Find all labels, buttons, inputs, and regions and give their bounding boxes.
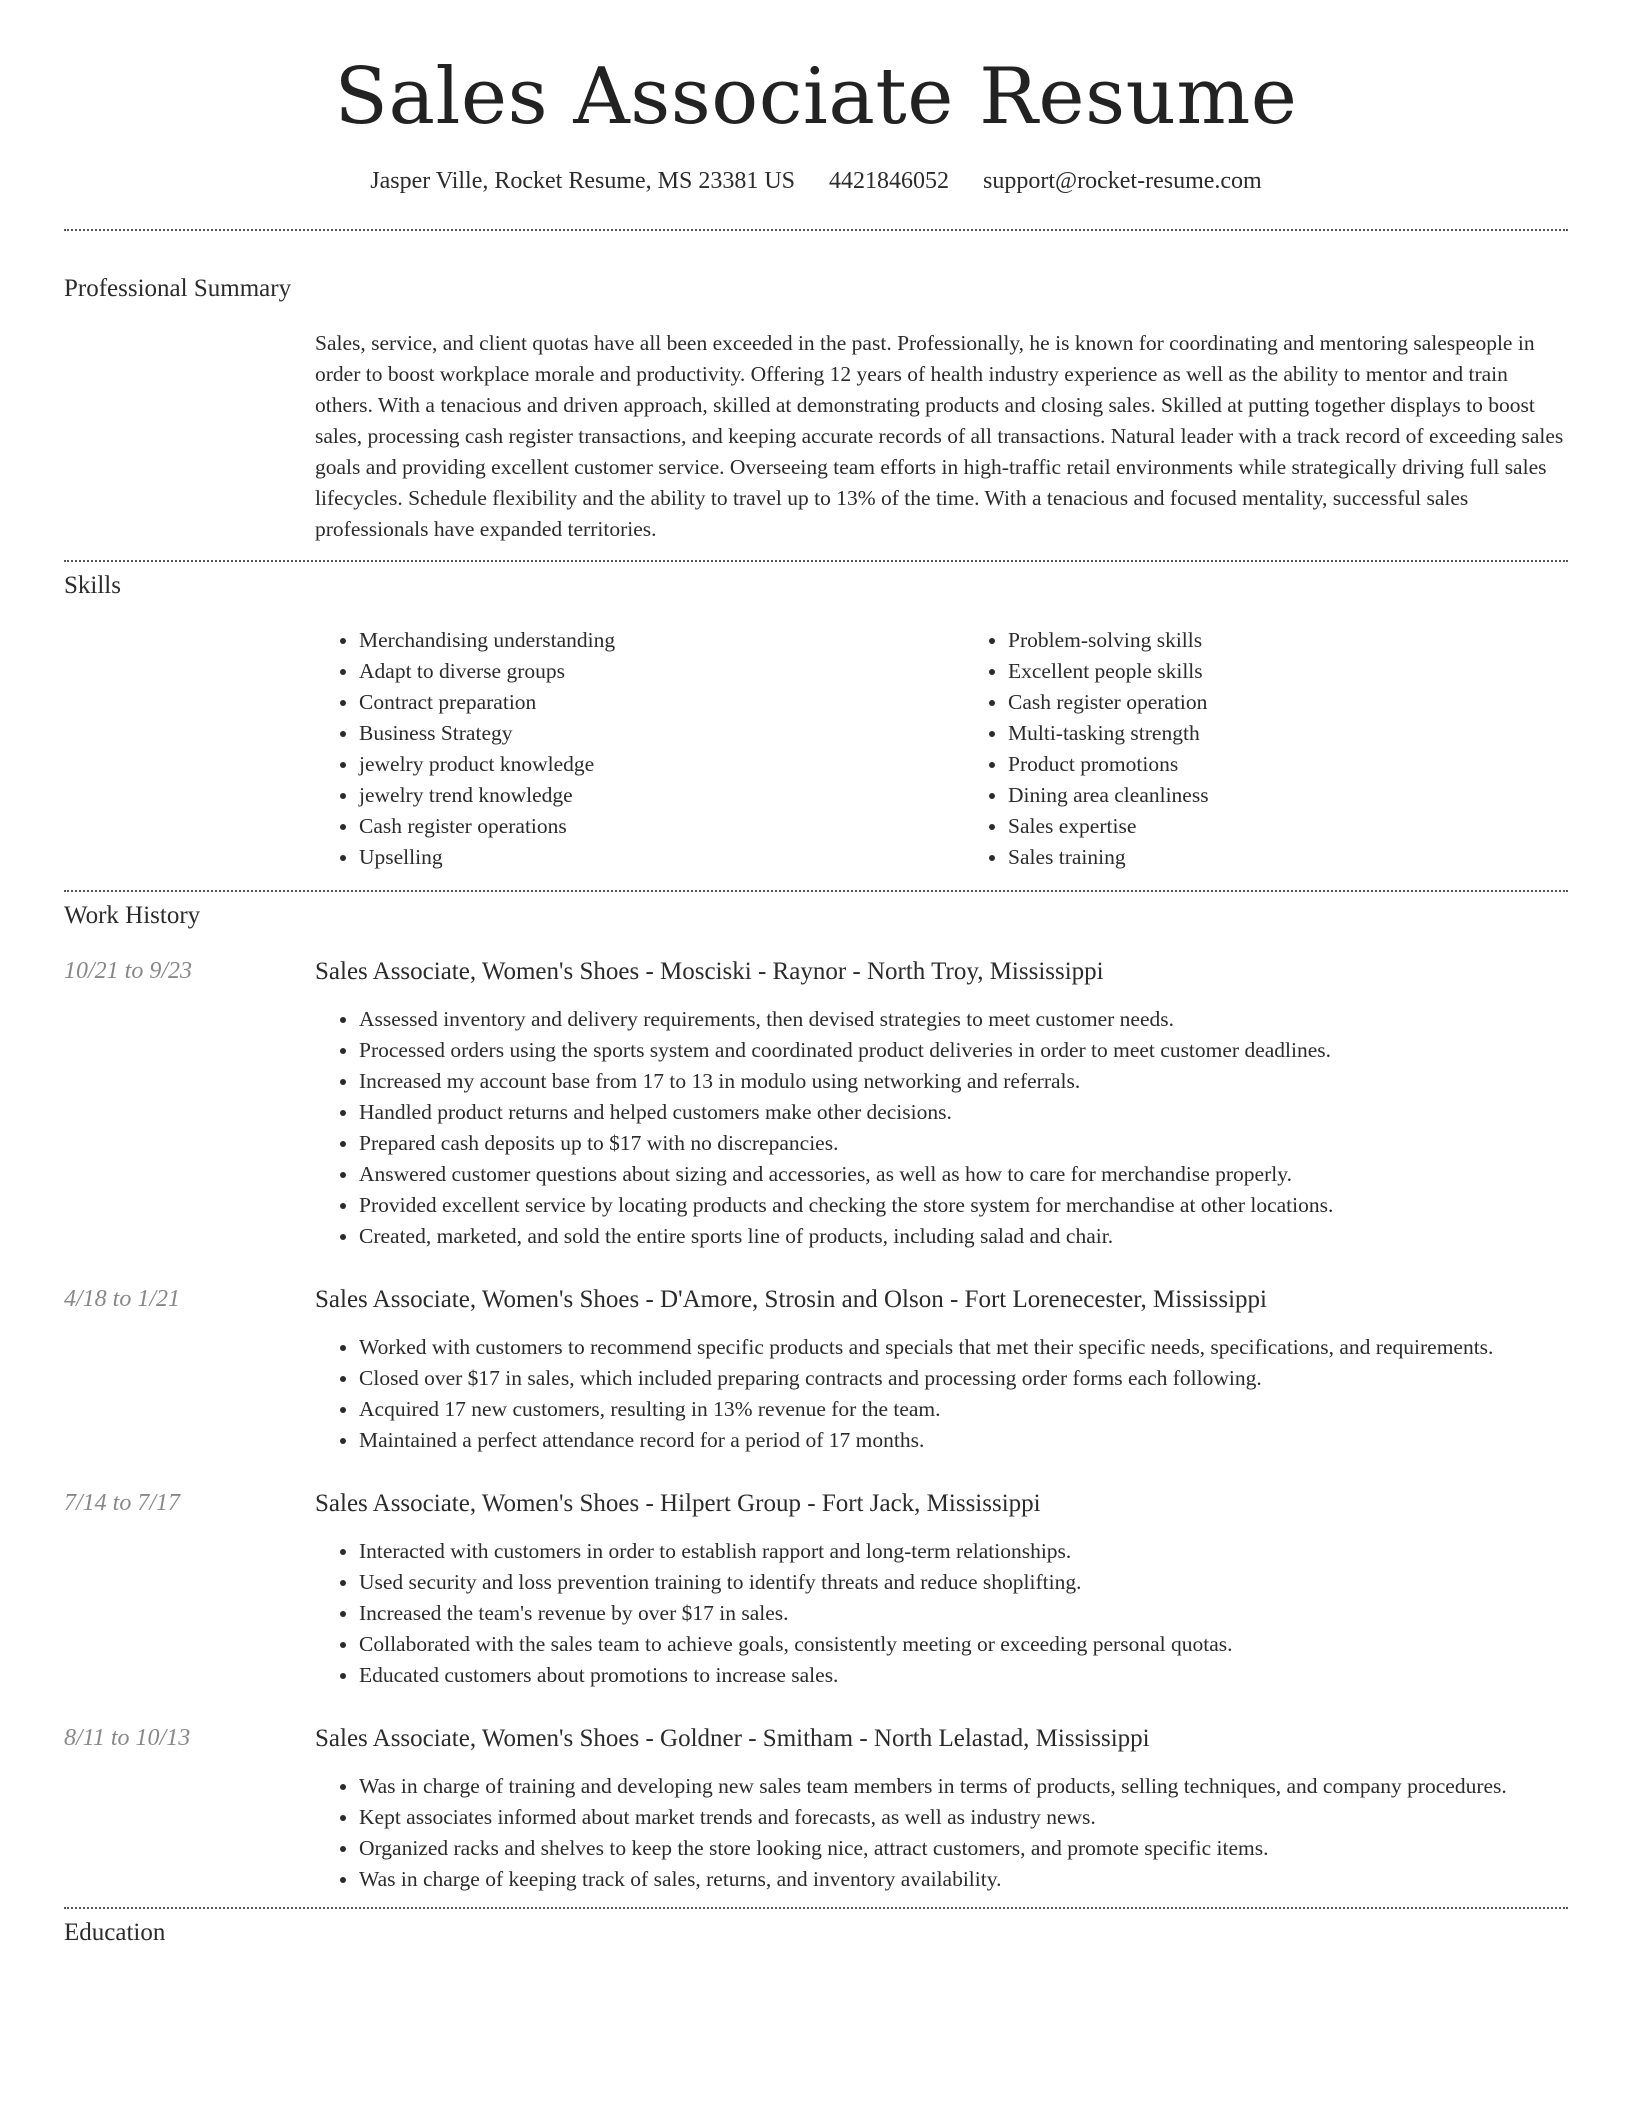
skill-item: • Cash register operation xyxy=(1008,687,1568,718)
education-heading: Education xyxy=(64,1919,166,1946)
skill-item: • Dining area cleanliness xyxy=(1008,780,1568,811)
job-entry xyxy=(64,1490,1568,1691)
skill-item: • jewelry trend knowledge xyxy=(359,780,919,811)
job-dates: 10/21 to 9/23 xyxy=(64,958,193,984)
skill-item: • Sales training xyxy=(1008,842,1568,873)
job-bullet: • Answered customer questions about sizing and accessories, as well as how to care for merchandise properly. xyxy=(359,1159,1568,1190)
job-bullet: • Created, marketed, and sold the entire sports line of products, including salad and chair. xyxy=(359,1221,1568,1252)
work-heading: Work History xyxy=(64,902,201,929)
job-bullet: • Organized racks and shelves to keep the store looking nice, attract customers, and promote specific items. xyxy=(359,1833,1568,1864)
summary-heading: Professional Summary xyxy=(64,275,292,302)
job-entry xyxy=(64,958,1568,1252)
job-bullet: • Worked with customers to recommend specific products and specials that met their specific needs, specifications, and requirements. xyxy=(359,1332,1568,1363)
job-bullet: • Closed over $17 in sales, which included preparing contracts and processing order forms each following. xyxy=(359,1363,1568,1394)
skill-item: • Adapt to diverse groups xyxy=(359,656,919,687)
job-bullet: • Used security and loss prevention training to identify threats and reduce shoplifting. xyxy=(359,1567,1568,1598)
summary-text: Sales, service, and client quotas have all been exceeded in the past. Professionally, he is known for coordinating and mentoring salespeople in order to boost workplace morale and productivity. Offering 12 years of health industry experience as well as the ability to mentor and train others. With a tenacious and driven approach, skilled at demonstrating products and closing sales. Skilled at putting together displays to boost sales, processing cash register transactions, and keeping accurate records of all transactions. Natural leader with a track record of exceeding sales goals and providing excellent customer service. Overseeing team efforts in high-traffic retail environments while strategically driving full sales lifecycles. Schedule flexibility and the ability to travel up to 13% of the time. With a tenacious and focused mentality, successful sales professionals have expanded territories. xyxy=(315,331,1564,541)
skill-item: • Upselling xyxy=(359,842,919,873)
job-bullet: • Was in charge of training and developing new sales team members in terms of products, selling techniques, and company procedures. xyxy=(359,1771,1568,1802)
job-bullet: • Educated customers about promotions to increase sales. xyxy=(359,1660,1568,1691)
job-bullets xyxy=(315,1536,1568,1691)
job-bullet: • Was in charge of keeping track of sales, returns, and inventory availability. xyxy=(359,1864,1568,1895)
job-title: Sales Associate, Women's Shoes - Hilpert Group - Fort Jack, Mississippi xyxy=(315,1490,1041,1517)
job-bullet: • Kept associates informed about market trends and forecasts, as well as industry news. xyxy=(359,1802,1568,1833)
job-title: Sales Associate, Women's Shoes - Goldner - Smitham - North Lelastad, Mississippi xyxy=(315,1725,1150,1752)
resume-page xyxy=(64,0,1568,1947)
job-dates: 8/11 to 10/13 xyxy=(64,1725,191,1751)
skill-item: • Cash register operations xyxy=(359,811,919,842)
page-title: Sales Associate Resume xyxy=(334,52,1298,142)
skills-heading: Skills xyxy=(64,572,121,599)
job-bullets xyxy=(315,1004,1568,1252)
job-bullet: • Interacted with customers in order to establish rapport and long-term relationships. xyxy=(359,1536,1568,1567)
job-bullet: • Assessed inventory and delivery requirements, then devised strategies to meet customer needs. xyxy=(359,1004,1568,1035)
education-section xyxy=(64,1909,1568,1947)
job-dates: 7/14 to 7/17 xyxy=(64,1490,181,1516)
contact-address: Jasper Ville, Rocket Resume, MS 23381 US xyxy=(370,168,796,194)
skill-item: • Multi-tasking strength xyxy=(1008,718,1568,749)
job-bullet: • Processed orders using the sports system and coordinated product deliveries in order to meet customer deadlines. xyxy=(359,1035,1568,1066)
skills-list-left xyxy=(315,625,919,873)
job-bullet: • Acquired 17 new customers, resulting in 13% revenue for the team. xyxy=(359,1394,1568,1425)
skill-item: • jewelry product knowledge xyxy=(359,749,919,780)
job-bullet: • Maintained a perfect attendance record for a period of 17 months. xyxy=(359,1425,1568,1456)
contact-phone: 4421846052 xyxy=(829,168,950,194)
skill-item: • Merchandising understanding xyxy=(359,625,919,656)
job-bullet: • Increased my account base from 17 to 13 in modulo using networking and referrals. xyxy=(359,1066,1568,1097)
job-dates: 4/18 to 1/21 xyxy=(64,1286,181,1312)
skill-item: • Business Strategy xyxy=(359,718,919,749)
skill-item: • Problem-solving skills xyxy=(1008,625,1568,656)
job-bullets xyxy=(315,1332,1568,1456)
job-entry xyxy=(64,1286,1568,1456)
summary-section xyxy=(64,231,1568,545)
job-bullet: • Handled product returns and helped customers make other decisions. xyxy=(359,1097,1568,1128)
contact-email[interactable]: support@rocket-resume.com xyxy=(983,168,1262,194)
job-bullet: • Provided excellent service by locating products and checking the store system for merchandise at other locations. xyxy=(359,1190,1568,1221)
skills-section xyxy=(64,562,1568,873)
job-bullet: • Collaborated with the sales team to achieve goals, consistently meeting or exceeding personal quotas. xyxy=(359,1629,1568,1660)
job-bullets xyxy=(315,1771,1568,1895)
skill-item: • Contract preparation xyxy=(359,687,919,718)
skill-item: • Product promotions xyxy=(1008,749,1568,780)
job-title: Sales Associate, Women's Shoes - D'Amore, Strosin and Olson - Fort Lorenecester, Mississippi xyxy=(315,1286,1267,1313)
work-section xyxy=(64,892,1568,1895)
skills-list-right xyxy=(964,625,1568,873)
contact-line xyxy=(64,168,1568,195)
job-title: Sales Associate, Women's Shoes - Mosciski - Raynor - North Troy, Mississippi xyxy=(315,958,1104,985)
job-bullet: • Prepared cash deposits up to $17 with no discrepancies. xyxy=(359,1128,1568,1159)
skill-item: • Sales expertise xyxy=(1008,811,1568,842)
skill-item: • Excellent people skills xyxy=(1008,656,1568,687)
job-entry xyxy=(64,1725,1568,1895)
job-bullet: • Increased the team's revenue by over $17 in sales. xyxy=(359,1598,1568,1629)
